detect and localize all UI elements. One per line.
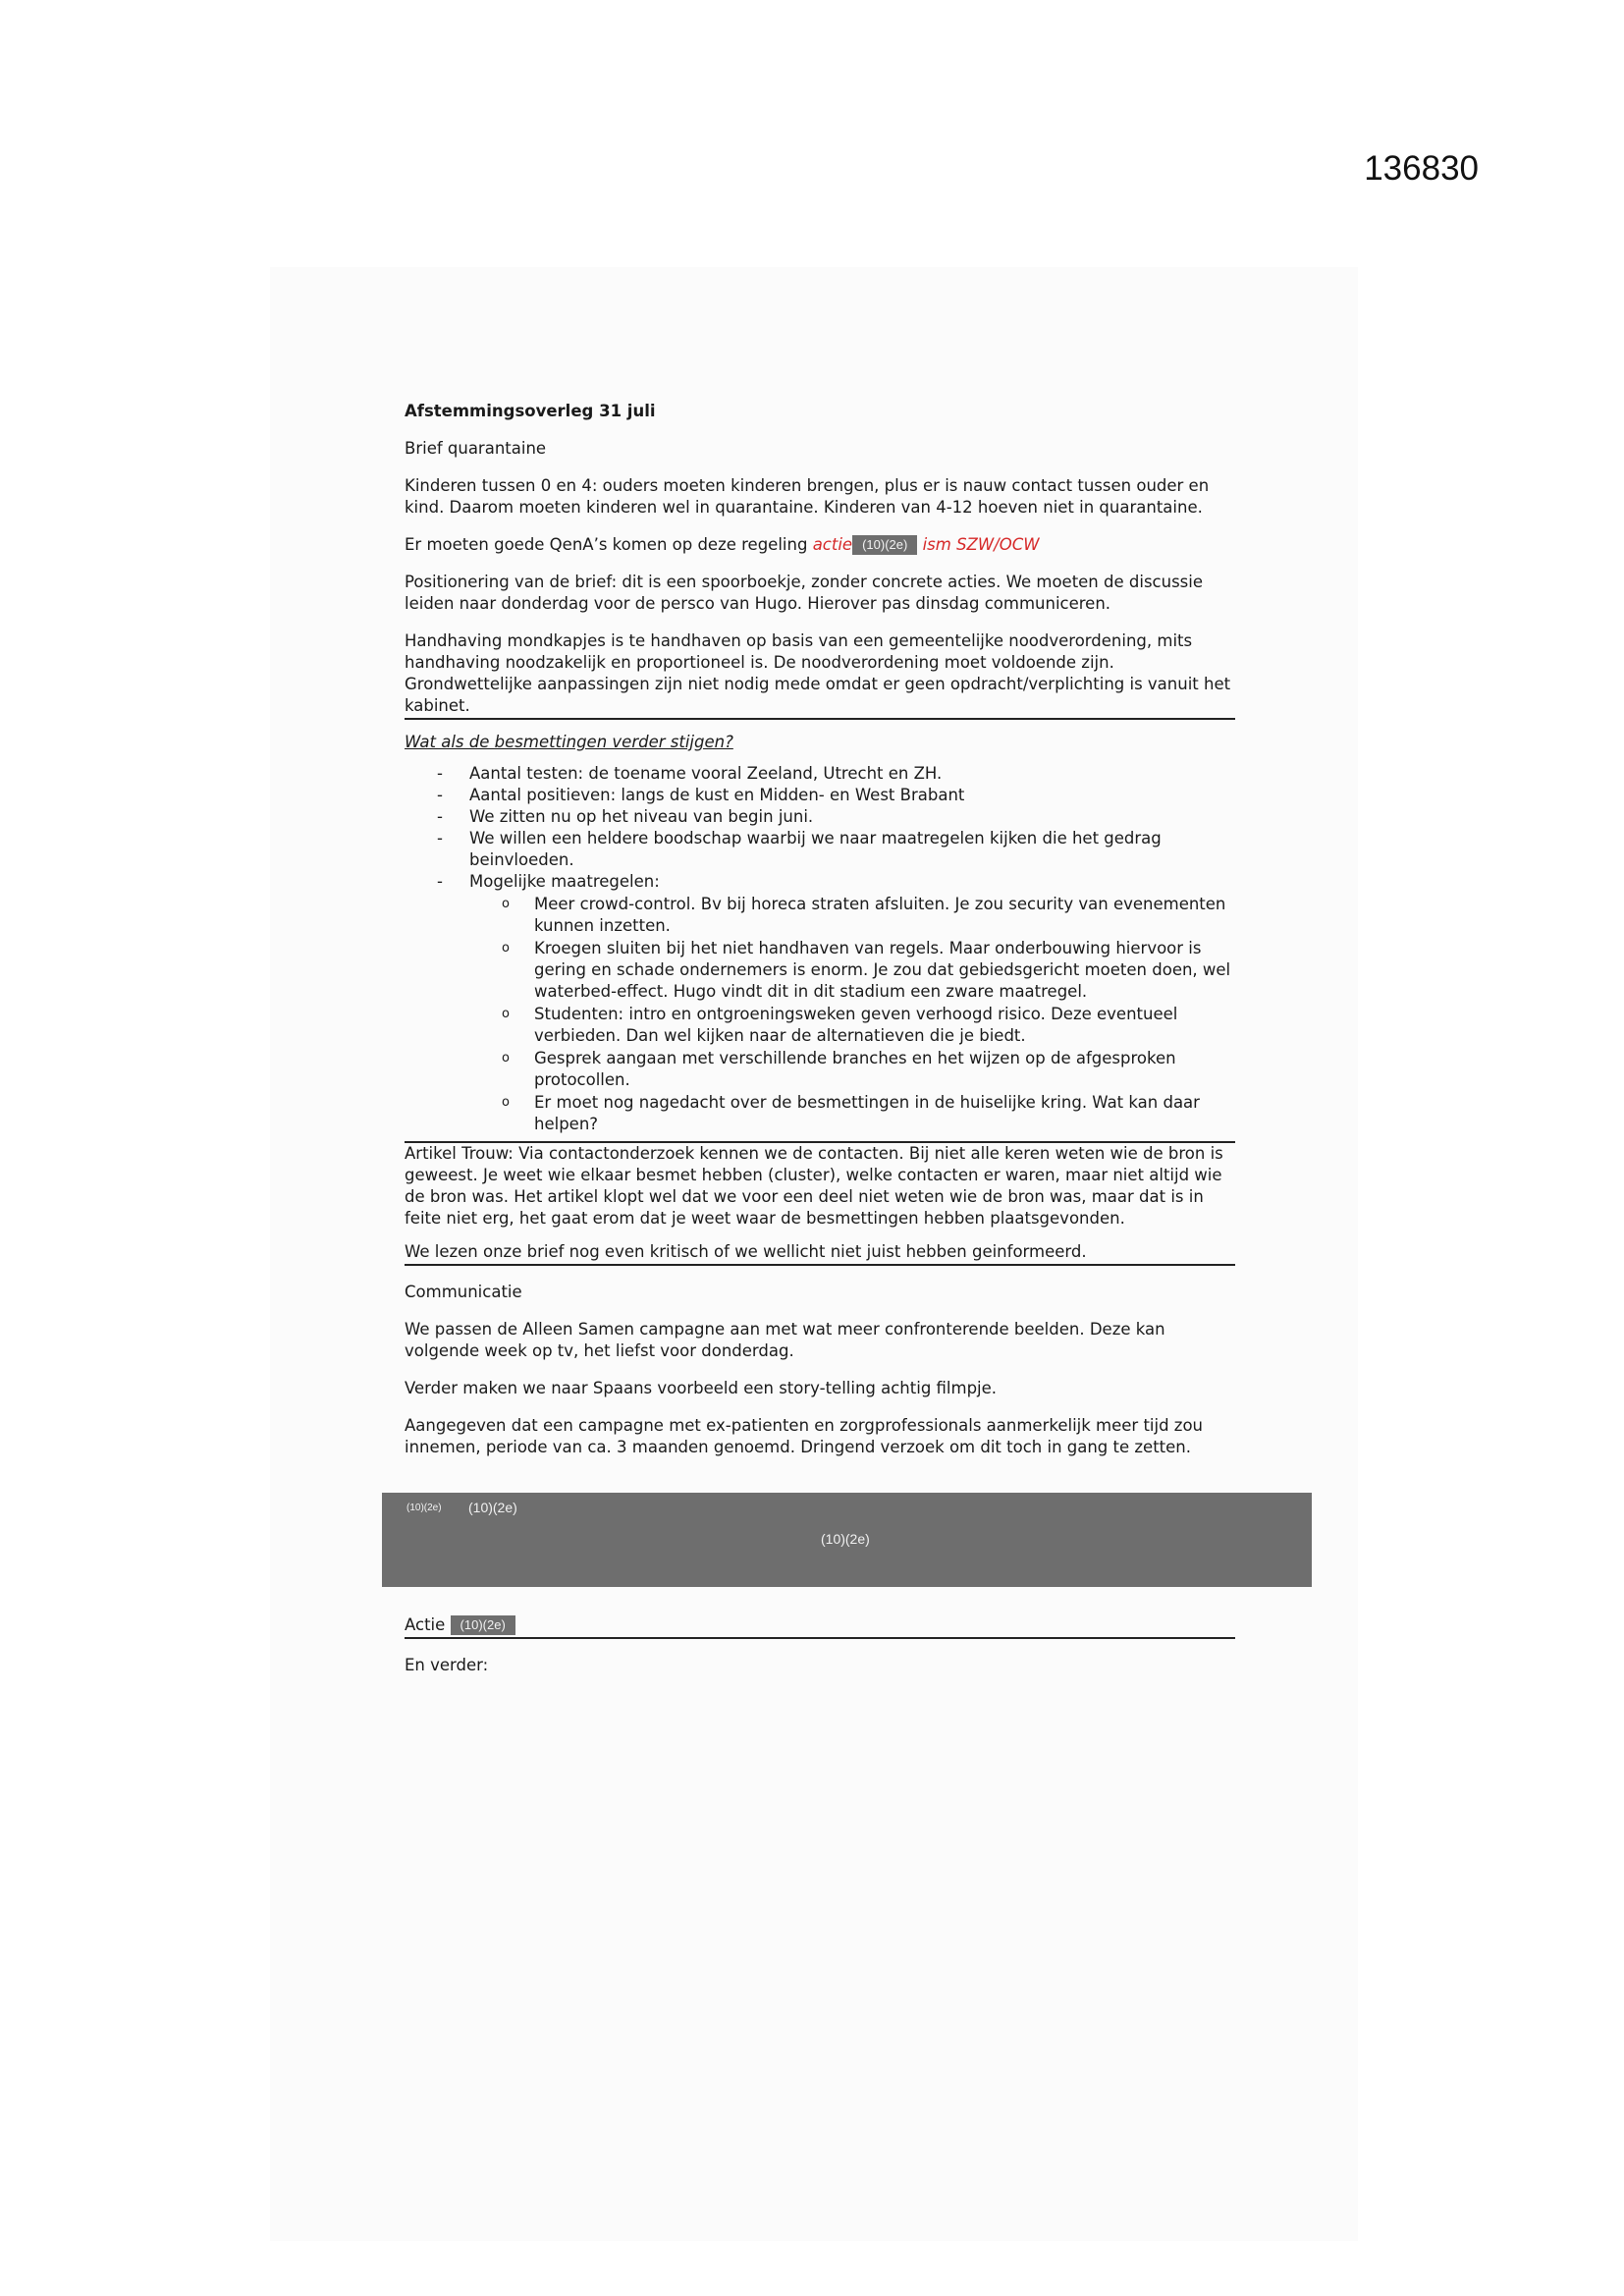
list-item: - We willen een heldere boodschap waarbij we naar maatregelen kijken die het gedrag beinvloeden. (469, 828, 1235, 871)
paragraph-trouw: Artikel Trouw: Via contactonderzoek kennen we de contacten. Bij niet alle keren weten wie de bron is geweest. Je weet wie elkaar besmet hebben (cluster), welke contacten er waren, maar niet altijd wie de bron was. Het artikel klopt wel dat we voor een deel niet weten wie de bron was, maar dat is in feite niet erg, het gaat erom dat je weet waar de besmettingen hebben plaatsgevonden. (405, 1144, 1223, 1228)
actie-text: actie (812, 535, 853, 554)
paragraph-lezen: We lezen onze brief nog even kritisch of we wellicht niet juist hebben geinformeerd. (405, 1241, 1235, 1266)
sub-list-item: o Meer crowd-control. Bv bij horeca straten afsluiten. Je zou security van evenementen kunnen inzetten. (534, 894, 1235, 937)
meeting-title: Afstemmingsoverleg 31 juli (405, 402, 656, 420)
section-communicatie: Communicatie (405, 1283, 522, 1301)
redaction-label: (10)(2e) (468, 1500, 517, 1515)
sub-list-item: o Studenten: intro en ontgroeningsweken geven verhoogd risico. Deze eventueel verbieden. Dan wel kijken naar de alternatieven die je biedt. (534, 1004, 1235, 1047)
paragraph-aangegeven: Aangegeven dat een campagne met ex-patienten en zorgprofessionals aanmerkelijk meer tijd zou innemen, periode van ca. 3 maanden genoemd. Dringend verzoek om dit toch in gang te zetten. (405, 1416, 1204, 1456)
paragraph-qena (405, 534, 1235, 556)
question-besmettingen: Wat als de besmettingen verder stijgen? (405, 733, 733, 751)
list-item-label: Mogelijke maatregelen: (469, 872, 660, 891)
en-verder: En verder: (405, 1656, 489, 1674)
notes-tail (405, 1598, 1235, 1693)
paragraph-campagne: We passen de Alleen Samen campagne aan met wat meer confronterende beelden. Deze kan volgende week op tv, het liefst voor donderdag. (405, 1320, 1165, 1360)
paragraph-kinderen: Kinderen tussen 0 en 4: ouders moeten kinderen brengen, plus er is nauw contact tussen ouder en kind. Daarom moeten kinderen wel in quarantaine. Kinderen van 4-12 hoeven niet in quarantaine. (405, 476, 1210, 517)
redacted-block (382, 1493, 1312, 1587)
sub-list-item: o Kroegen sluiten bij het niet handhaven van regels. Maar onderbouwing hiervoor is gering en schade ondernemers is enorm. Je zou dat gebiedsgericht moeten doen, wel waterbed-effect. Hugo vindt dit in dit stadium een zware maatregel. (534, 938, 1235, 1003)
redaction-box: (10)(2e) (852, 535, 917, 555)
bullet-list (405, 763, 1235, 1135)
qena-text: Er moeten goede QenA’s komen op deze regeling (405, 535, 813, 554)
redaction-label-small: (10)(2e) (406, 1503, 442, 1513)
redaction-box: (10)(2e) (451, 1615, 515, 1635)
section-brief-quarantaine: Brief quarantaine (405, 439, 547, 458)
sub-list-item: o Er moet nog nagedacht over de besmettingen in de huiselijke kring. Wat kan daar helpen? (534, 1092, 1235, 1135)
actie-line (405, 1614, 1235, 1639)
paragraph-positionering: Positionering van de brief: dit is een spoorboekje, zonder concrete acties. We moeten de discussie leiden naar donderdag voor de persco van Hugo. Hierover pas dinsdag communiceren. (405, 573, 1203, 613)
meeting-notes (405, 401, 1235, 1458)
sub-list-item: o Gesprek aangaan met verschillende branches en het wijzen op de afgesproken protocollen. (534, 1048, 1235, 1091)
list-item: - Aantal testen: de toename vooral Zeeland, Utrecht en ZH. (469, 763, 1235, 785)
paragraph-handhaving: Handhaving mondkapjes is te handhaven op basis van een gemeentelijke noodverordening, mits handhaving noodzakelijk en proportioneel is. De noodverordening moet voldoende zijn. Grondwettelijke aanpassingen zijn niet nodig mede omdat er geen opdracht/verplichting is vanuit het kabinet. (405, 630, 1235, 720)
sub-bullet-list (469, 894, 1235, 1135)
list-item: - Aantal positieven: langs de kust en Midden- en West Brabant (469, 785, 1235, 806)
list-item (469, 871, 1235, 1135)
document-number: 136830 (1364, 149, 1479, 188)
list-item: - We zitten nu op het niveau van begin juni. (469, 806, 1235, 828)
ism-text: ism SZW/OCW (917, 535, 1040, 554)
redaction-label-center: (10)(2e) (821, 1531, 870, 1547)
actie-label: Actie (405, 1614, 446, 1634)
paragraph-spaans: Verder maken we naar Spaans voorbeeld een story-telling achtig filmpje. (405, 1379, 998, 1397)
